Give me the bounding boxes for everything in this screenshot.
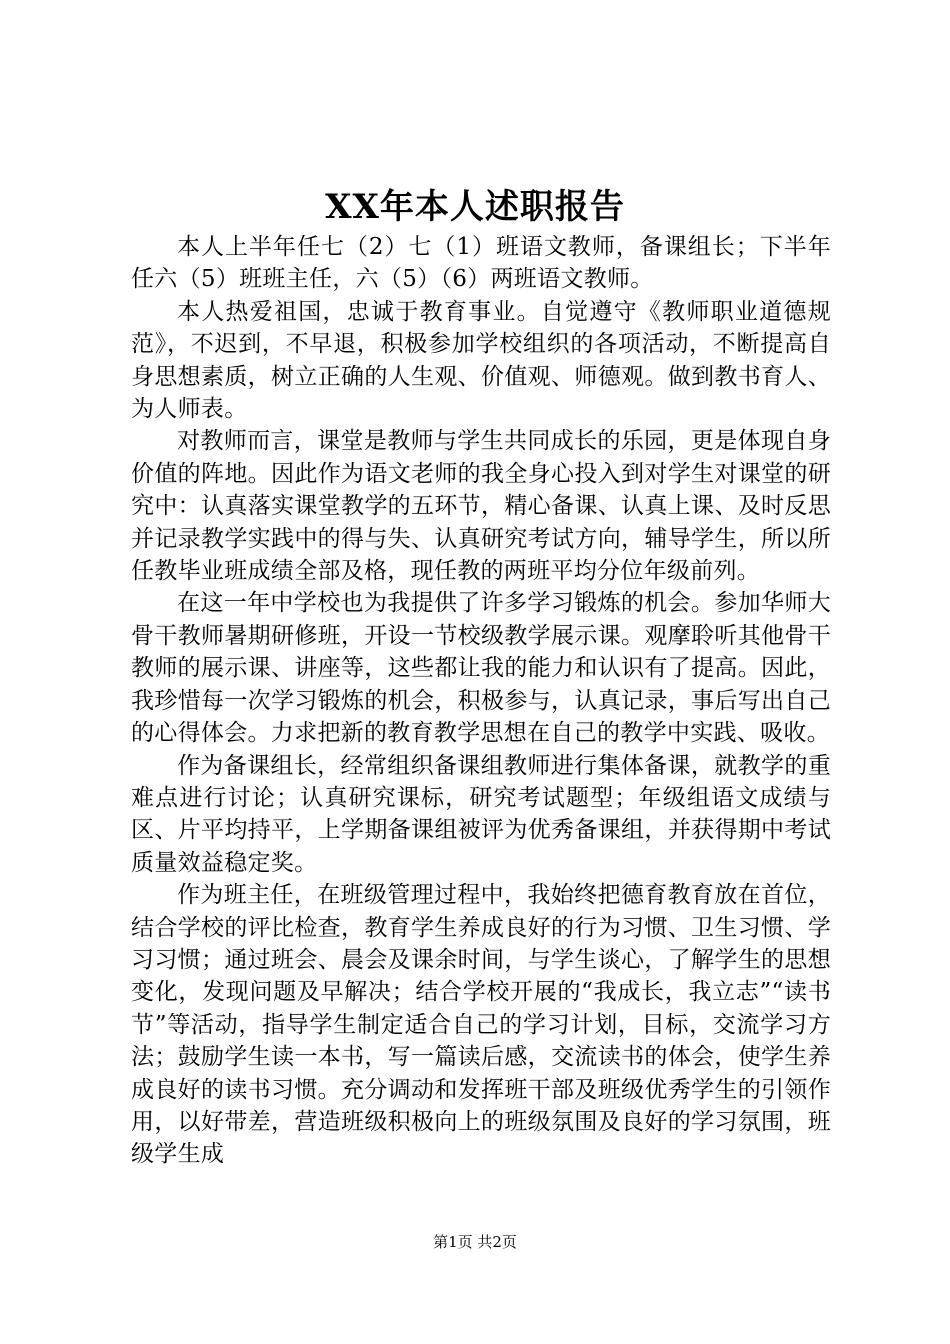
document-body xyxy=(131,231,831,1171)
paragraph-6: 作为班主任，在班级管理过程中，我始终把德育教育放在首位，结合学校的评比检查，教育学生养成良好的行为习惯、卫生习惯、学习习惯；通过班会、晨会及课余时间，与学生谈心，了解学生的思想变化，发现问题及早解决；结合学校开展的“我成长，我立志”“读书节”等活动，指导学生制定适合自己的学习计划，目标，交流学习方法；鼓励学生读一本书，写一篇读后感，交流读书的体会，使学生养成良好的读书习惯。充分调动和发挥班干部及班级优秀学生的引领作用，以好带差，营造班级积极向上的班级氛围及良好的学习氛围，班级学生成 xyxy=(131,882,831,1168)
paragraph-2: 本人热爱祖国，忠诚于教育事业。自觉遵守《教师职业道德规范》，不迟到，不早退，积极参加学校组织的各项活动，不断提高自身思想素质，树立正确的人生观、价值观、师德观。做到教书育人、为人师表。 xyxy=(131,298,831,423)
document-title: XX年本人述职报告 xyxy=(325,187,625,227)
paragraph-4: 在这一年中学校也为我提供了许多学习锻炼的机会。参加华师大骨干教师暑期研修班，开设一节校级教学展示课。观摩聆听其他骨干教师的展示课、讲座等，这些都让我的能力和认识有了提高。因此，我珍惜每一次学习锻炼的机会，积极参与，认真记录，事后写出自己的心得体会。力求把新的教育教学思想在自己的教学中实践、吸收。 xyxy=(131,590,831,747)
paragraph-5: 作为备课组长，经常组织备课组教师进行集体备课，就教学的重难点进行讨论；认真研究课标，研究考试题型；年级组语文成绩与区、片平均持平，上学期备课组被评为优秀备课组，并获得期中考试质量效益稳定奖。 xyxy=(131,752,831,876)
paragraph-1: 本人上半年任七（2）七（1）班语文教师，备课组长；下半年任六（5）班班主任，六（5）（6）两班语文教师。 xyxy=(131,234,831,293)
page-footer: 第1页 共2页 xyxy=(433,1233,517,1251)
paragraph-3: 对教师而言，课堂是教师与学生共同成长的乐园，更是体现自身价值的阵地。因此作为语文老师的我全身心投入到对学生对课堂的研究中：认真落实课堂教学的五环节，精心备课、认真上课、及时反思并记录教学实践中的得与失、认真研究考试方向，辅导学生，所以所任教毕业班成绩全部及格，现任教的两班平均分位年级前列。 xyxy=(131,428,831,585)
